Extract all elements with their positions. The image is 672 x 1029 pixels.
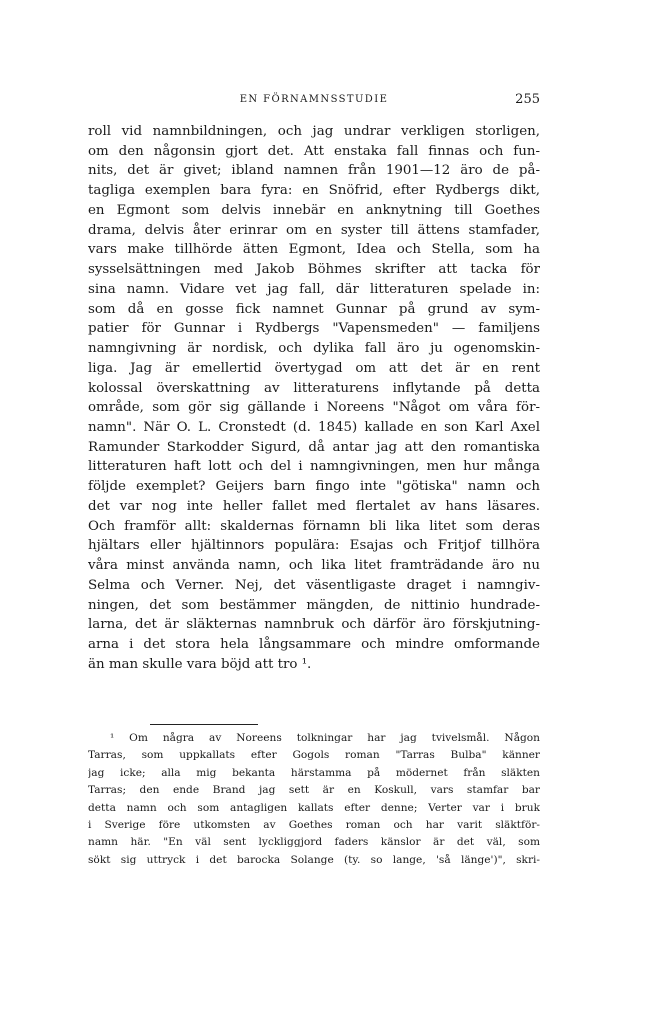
text-line: Ramunder Starkodder Sigurd, då antar jag att den romantiska	[88, 439, 540, 455]
text-line: roll vid namnbildningen, och jag undrar verkligen storligen,	[88, 124, 540, 139]
text-line: våra minst använda namn, och lika litet framträdande äro nu	[88, 558, 540, 574]
text-line: arna i det stora hela långsammare och mindre omformande	[88, 637, 540, 653]
text-line: sina namn. Vidare vet jag fall, där litteraturen spelade in:	[88, 281, 540, 297]
text-line: än man skulle vara böjd att tro ¹.	[88, 656, 312, 672]
footnote	[88, 730, 540, 869]
text-line: som då en gosse fick namnet Gunnar på grund av sym-	[88, 301, 540, 317]
text-line: namngivning är nordisk, och dylika fall äro ju ogenomskin-	[88, 341, 540, 357]
footnote-line: ¹ Om några av Noreens tolkningar har jag tvivelsmål. Någon	[110, 732, 540, 744]
text-line: hjältars eller hjältinnors populära: Esajas och Fritjof tillhöra	[88, 538, 540, 554]
footnote-line: Tarras; den ende Brand jag sett är en Koskull, vars stamfar bar	[88, 784, 540, 797]
text-line: ningen, det som bestämmer mängden, de nittinio hundrade-	[88, 597, 540, 613]
running-title: EN FÖRNAMNSSTUDIE	[239, 94, 389, 105]
text-line: en Egmont som delvis innebär en anknytning till Goethes	[88, 202, 540, 218]
footnote-line: detta namn och som antagligen kallats efter denne; Verter var i bruk	[88, 801, 540, 814]
footnote-line: Tarras, som uppkallats efter Gogols roman "Tarras Bulba" känner	[88, 749, 540, 762]
footnote-line: namn här. "En väl sent lyckliggjord faders känslor är det väl, som	[88, 836, 540, 849]
page-number: 255	[515, 92, 540, 107]
text-line: larna, det är släkternas namnbruk och därför äro förskjutning-	[88, 617, 540, 633]
text-line: det var nog inte heller fallet med flertalet av hans läsares.	[88, 498, 540, 514]
page-header	[88, 94, 540, 110]
footnote-divider	[150, 724, 258, 725]
footnote-line: jag icke; alla mig bekanta härstamma på mödernet från släkten	[88, 766, 540, 779]
text-line: Selma och Verner. Nej, det väsentligaste draget i namngiv-	[88, 577, 540, 593]
main-text	[88, 122, 540, 675]
text-line: vars make tillhörde ätten Egmont, Idea och Stella, som ha	[88, 242, 540, 258]
footnote-line: sökt sig uttryck i det barocka Solange (ty. so lange, 'så länge')", skri-	[88, 853, 540, 866]
text-line: om den någonsin gjort det. Att enstaka fall finnas och fun-	[88, 143, 540, 159]
text-line: sysselsättningen med Jakob Böhmes skrifter att tacka för	[88, 262, 540, 278]
text-line: följde exemplet? Geijers barn fingo inte "götiska" namn och	[88, 479, 540, 495]
text-line: nits, det är givet; ibland namnen från 1901—12 äro de på-	[88, 163, 540, 179]
text-line: patier för Gunnar i Rydbergs "Vapensmeden" — familjens	[88, 321, 540, 337]
text-line: liga. Jag är emellertid övertygad om att det är en rent	[88, 360, 540, 376]
footnote-line: i Sverige före utkomsten av Goethes roman och har varit släktför-	[88, 818, 540, 831]
text-line: kolossal överskattning av litteraturens inflytande på detta	[88, 380, 540, 396]
text-line: Och framför allt: skaldernas förnamn bli lika litet som deras	[88, 518, 540, 534]
text-line: namn". När O. L. Cronstedt (d. 1845) kallade en son Karl Axel	[88, 420, 540, 436]
text-line: tagliga exemplen bara fyra: en Snöfrid, efter Rydbergs dikt,	[88, 183, 540, 199]
text-line: område, som gör sig gällande i Noreens "Något om våra för-	[88, 400, 540, 416]
text-line: drama, delvis åter erinrar om en syster till ättens stamfader,	[88, 222, 540, 238]
text-line: litteraturen haft lott och del i namngivningen, men hur många	[88, 459, 540, 475]
